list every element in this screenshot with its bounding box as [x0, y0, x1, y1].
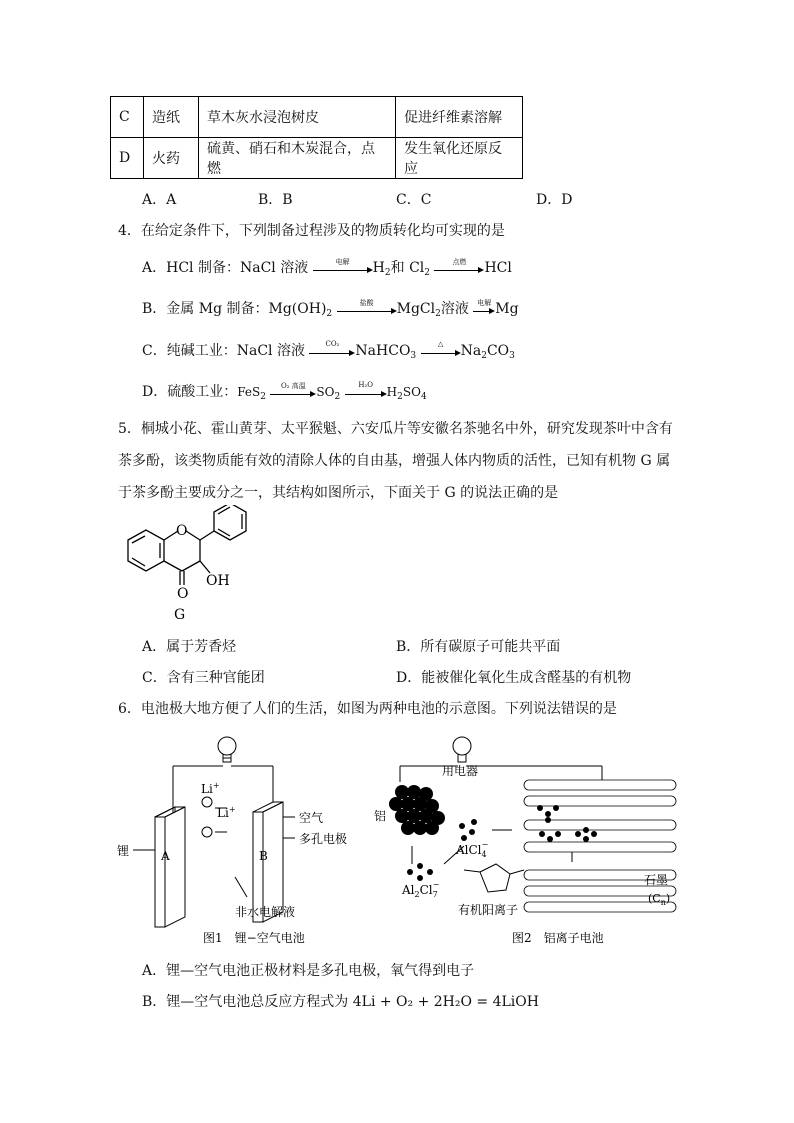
row-principle: 促进纤维素溶解 — [396, 97, 523, 138]
arrow-condition: 电解 — [477, 299, 492, 307]
figure1-lithium-air-battery — [115, 722, 375, 952]
product: SO — [402, 385, 421, 399]
q3-option-a[interactable]: A．A — [142, 192, 177, 208]
q5-option-b[interactable]: B．所有碳原子可能共平面 — [396, 639, 561, 655]
alcl4-label: AlCl$_4$− — [456, 840, 489, 859]
arrow-condition: CO₂ — [325, 340, 340, 348]
aluminum-label: 铝 — [374, 809, 387, 823]
reaction-arrow — [421, 340, 461, 358]
bulb-icon — [218, 737, 236, 755]
molecule-g-structure — [118, 505, 258, 625]
reaction-arrow — [309, 340, 355, 358]
graphite-label: 石墨 — [644, 873, 669, 887]
q5-option-c[interactable]: C．含有三种官能团 — [142, 670, 265, 686]
porous-electrode-label: 多孔电极 — [299, 832, 348, 846]
q5-stem-line2: 茶多酚，该类物质能有效的清除人体的自由基，增强人体内物质的活性，已知有机物 G 属 — [118, 453, 671, 469]
row-process: 草木灰水浸泡树皮 — [199, 97, 396, 138]
reaction-arrow — [434, 258, 484, 275]
appliance-label: 用电器 — [442, 764, 479, 778]
q4-option-a[interactable]: A．HCl 制备：NaCl 溶液 电解 $H_2$和 $Cl_2$ 点燃 HCl — [142, 258, 512, 278]
arrow-condition: 盐酸 — [359, 299, 374, 307]
option-label: B．金属 Mg 制备： — [142, 301, 269, 317]
q4-option-d[interactable]: D．硫酸工业：FeS$_2$ O₂ 高温 $SO_2$ H₂O $H_2SO_4$ — [142, 381, 427, 402]
organic-cation — [464, 864, 524, 892]
arrow-condition: H₂O — [358, 381, 373, 389]
al2cl7-label: $Al_2Cl_7-$ — [402, 880, 440, 899]
row-principle: 发生氧化还原反应 — [396, 138, 523, 179]
product: CO — [486, 343, 510, 359]
product: HCl — [484, 260, 512, 276]
reaction-arrow — [337, 299, 397, 316]
arrow-condition: △ — [437, 340, 444, 348]
q3-option-d[interactable]: D．D — [536, 192, 573, 208]
reactant: FeS — [237, 385, 261, 399]
arrow-condition: O₂ 高温 — [281, 382, 306, 390]
q4-option-b[interactable]: B．金属 Mg 制备：$Mg(OH)_2$ 盐酸 MgCl$_2$溶液 电解 Mg — [142, 299, 519, 319]
q3-option-c[interactable]: C．C — [396, 192, 432, 208]
bulb-icon — [453, 737, 471, 755]
reactant: NaCl 溶液 — [236, 343, 305, 359]
reaction-arrow — [473, 299, 495, 316]
reaction-arrow — [270, 382, 316, 399]
row-letter: C — [111, 97, 144, 138]
reaction-arrow — [345, 381, 387, 399]
product: H — [386, 385, 398, 399]
row-category: 造纸 — [144, 97, 199, 138]
row-letter: D — [111, 138, 144, 179]
product: 溶液 — [440, 301, 469, 317]
product: 和 Cl — [390, 260, 425, 276]
arrow-condition: 电解 — [335, 258, 350, 266]
options-table — [110, 96, 523, 179]
molecule-label: G — [174, 607, 186, 623]
electrode-b-label: B — [259, 849, 268, 863]
q5-stem-line3: 于茶多酚主要成分之一，其结构如图所示，下面关于 G 的说法正确的是 — [118, 485, 559, 501]
ketone-oxygen: O — [177, 586, 189, 602]
q6-option-a[interactable]: A．锂—空气电池正极材料是多孔电极，氧气得到电子 — [142, 963, 475, 979]
q5-option-a[interactable]: A．属于芳香烃 — [142, 639, 237, 655]
reactant: NaCl 溶液 — [239, 260, 309, 276]
aluminum-cluster — [389, 785, 445, 835]
option-label: A．HCl 制备： — [142, 260, 240, 276]
q6-stem: 6．电池极大地方便了人们的生活，如图为两种电池的示意图。下列说法错误的是 — [118, 701, 617, 717]
option-label: D．硫酸工业： — [142, 384, 238, 400]
figure2-caption: 图2 铝离子电池 — [512, 931, 604, 945]
lithium-label: 锂 — [117, 844, 130, 858]
table-row — [111, 97, 523, 138]
row-process: 硫黄、硝石和木炭混合，点燃 — [199, 138, 396, 179]
product: MgCl — [396, 301, 436, 317]
reaction-arrow — [313, 258, 373, 275]
li-ion-label: Li+ — [201, 781, 220, 796]
q4-stem: 4．在给定条件下，下列制备过程涉及的物质转化均可实现的是 — [118, 223, 505, 239]
air-label: 空气 — [299, 811, 324, 825]
table-row — [111, 138, 523, 179]
product: SO — [316, 385, 335, 399]
q6-option-b[interactable]: B．锂—空气电池总反应方程式为 4Li + O₂ + 2H₂O = 4LiOH — [142, 994, 539, 1010]
electrolyte-label: 非水电解液 — [235, 905, 296, 919]
q5-option-d[interactable]: D．能被催化氧化生成含醛基的有机物 — [396, 670, 632, 686]
product: NaHCO — [355, 343, 411, 359]
ring-oxygen: O — [176, 523, 188, 539]
row-category: 火药 — [144, 138, 199, 179]
reactant: Mg(OH) — [268, 301, 327, 317]
product: Mg — [495, 301, 519, 317]
li-ion-label: Li+ — [217, 805, 236, 820]
product: Na — [460, 343, 482, 359]
hydroxyl-label: OH — [206, 573, 230, 589]
product: H — [372, 260, 385, 276]
cn-label: $(C_n)$ — [648, 892, 671, 907]
organic-cation-label: 有机阳离子 — [458, 903, 519, 917]
figure1-caption: 图1 锂−空气电池 — [203, 931, 305, 945]
arrow-condition: 点燃 — [452, 258, 467, 266]
figure2-aluminum-ion-battery — [372, 722, 682, 952]
q3-option-b[interactable]: B．B — [258, 192, 293, 208]
q5-stem-line1: 5．桐城小花、霍山黄芽、太平猴魁、六安瓜片等安徽名茶驰名中外，研究发现茶叶中含有 — [118, 421, 673, 437]
option-label: C．纯碱工业： — [142, 343, 237, 359]
q4-option-c[interactable]: C．纯碱工业：NaCl 溶液 CO₂ NaHCO$_3$ △ $Na_2CO_3$ — [142, 340, 515, 361]
electrode-a-label: A — [161, 849, 170, 863]
